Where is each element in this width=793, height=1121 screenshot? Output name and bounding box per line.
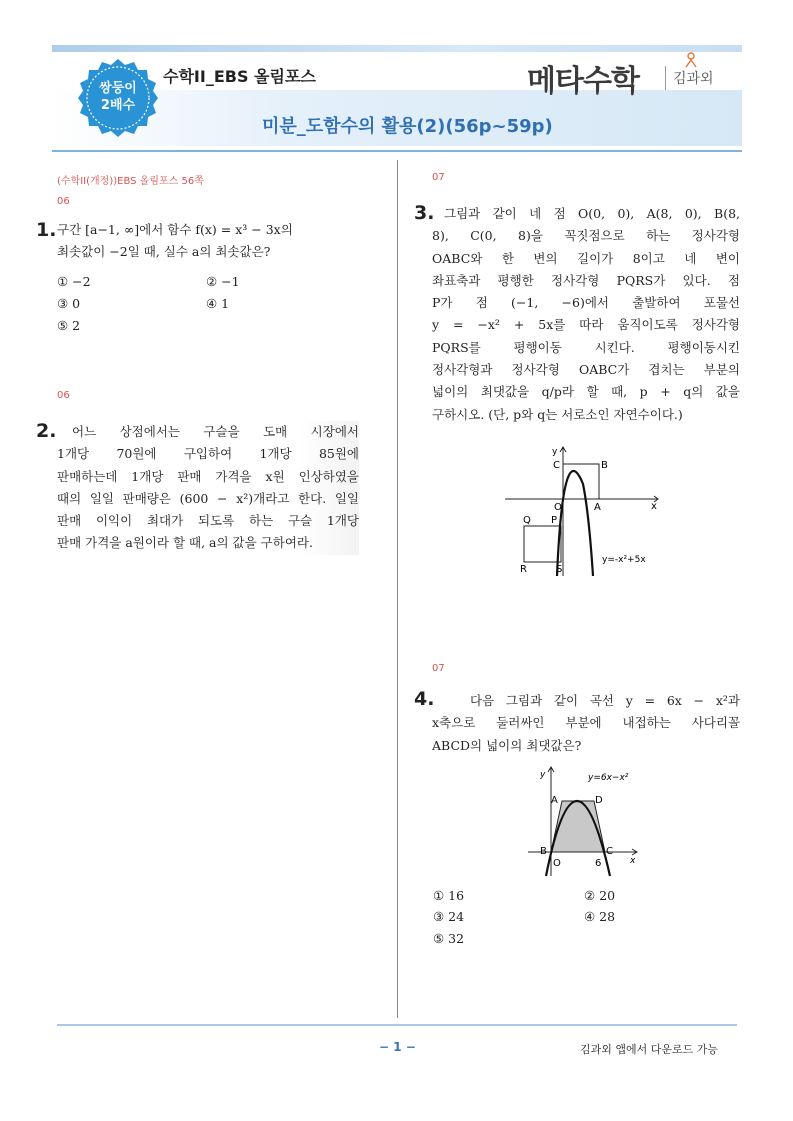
q4-tag: 07 (432, 663, 445, 674)
q2-number: 2. (36, 420, 57, 442)
q3-tag: 07 (432, 172, 445, 183)
q3-point-o: O (554, 502, 562, 513)
q3-curve-label: y=-x²+5x (602, 555, 646, 565)
q1-choice: ④ 1 (206, 296, 230, 311)
q3-line: 8), C(0, 8)을 꼭짓점으로 하는 정사각형 (432, 228, 740, 244)
brand-separator (665, 66, 666, 90)
q3-axis-x: x (651, 501, 657, 512)
q2-line: 판매 가격을 a원이라 할 때, a의 값을 구하여라. (57, 535, 313, 551)
q1-choice: ⑤ 2 (57, 318, 81, 333)
q3-figure (505, 444, 670, 576)
q1-tag: 06 (57, 196, 70, 207)
q3-point-q: Q (523, 515, 531, 526)
q3-line: P가 점 (−1, −6)에서 출발하여 포물선 (432, 295, 740, 311)
q1-number: 1. (36, 219, 57, 241)
q4-choice: ④ 28 (584, 909, 616, 924)
q3-stem (432, 203, 740, 426)
header-top-bar (52, 45, 742, 52)
header-rule (52, 150, 742, 152)
q3-point-r: R (520, 564, 527, 575)
q3-line: 좌표축과 평행한 정사각형 PQRS가 있다. 점 (432, 272, 740, 288)
q4-axis-x: x (630, 856, 636, 866)
q4-axis-y: y (540, 770, 546, 780)
course-title: 수학II_EBS 올림포스 (163, 67, 316, 86)
q4-point-c: C (606, 846, 613, 857)
q4-number: 4. (414, 688, 435, 710)
q1-choice: ① −2 (57, 274, 91, 289)
q3-point-b: B (601, 460, 608, 471)
q1-line: 최솟값이 −2일 때, 실수 a의 최솟값은? (57, 244, 271, 260)
footer-note: 김과외 앱에서 다운로드 가능 (580, 1043, 719, 1056)
q2-stem (57, 421, 359, 555)
q3-line: OABC와 한 변의 길이가 8이고 네 변이 (432, 250, 740, 266)
page-number: − 1 − (379, 1040, 416, 1054)
q4-line: 다음 그림과 같이 곡선 y = 6x − x²과 (470, 693, 740, 708)
q3-point-s: S (556, 564, 563, 575)
brand-logo: 메타수학 (527, 64, 639, 99)
q4-point-a: A (551, 795, 558, 806)
partner-logo: 김과외 (673, 71, 714, 87)
q2-line: 판매 이익이 최대가 되도록 하는 구슬 1개당 (57, 513, 359, 529)
footer-rule (57, 1024, 737, 1026)
q2-tag: 06 (57, 390, 70, 401)
q2-line: 때의 일일 판매량은 (600 − x²)개라고 한다. 일일 (57, 490, 359, 506)
q3-line: 그림과 같이 네 점 O(0, 0), A(8, 0), B(8, (444, 206, 740, 221)
badge-label (78, 80, 158, 114)
q3-axis-y: y (552, 447, 558, 457)
q3-line: 정사각형과 정사각형 OABC가 겹치는 부분의 (432, 362, 740, 378)
q1-stem (57, 219, 359, 264)
q1-line: 구간 [a−1, ∞]에서 함수 f(x) = x³ − 3x의 (57, 222, 293, 237)
q4-curve-label: y=6x−x² (588, 773, 629, 783)
q4-point-d: D (595, 795, 603, 806)
unit-title: 미분_도함수의 활용(2)(56p~59p) (262, 116, 553, 137)
q3-line: 넓이의 최댓값을 q/p라 할 때, p + q의 값을 (432, 384, 740, 400)
q4-point-o: O (553, 858, 561, 869)
q3-line: PQRS를 평행이동 시킨다. 평행이동시킨 (432, 339, 740, 355)
q4-point-b: B (540, 846, 547, 857)
q4-choice: ② 20 (584, 888, 616, 903)
q2-line: 1개당 70원에 구입하여 1개당 85원에 (57, 446, 359, 462)
q3-point-c: C (553, 460, 560, 471)
q2-line: 어느 상점에서는 구슬을 도매 시장에서 (72, 424, 359, 439)
q3-number: 3. (414, 202, 435, 224)
q4-stem (432, 690, 740, 757)
q4-choice: ⑤ 32 (433, 931, 465, 946)
q3-line: y = −x² + 5x를 따라 움직이도록 정사각형 (432, 317, 740, 333)
q1-choice: ③ 0 (57, 296, 81, 311)
q4-figure (528, 766, 648, 878)
q4-line: ABCD의 넓이의 최댓값은? (432, 737, 582, 753)
q3-point-a: A (594, 502, 601, 513)
q4-choice: ③ 24 (433, 909, 465, 924)
q4-point-6: 6 (595, 858, 602, 869)
q2-line: 판매하는데 1개당 판매 가격을 x원 인상하였을 (57, 468, 359, 484)
source-note: (수학II(개정))EBS 올림포스 56쪽 (57, 176, 204, 187)
badge-line-2: 2배수 (100, 98, 136, 113)
column-divider (397, 160, 398, 1018)
q3-line: 구하시오. (단, p와 q는 서로소인 자연수이다.) (432, 406, 683, 422)
badge-line-1: 쌍둥이 (99, 81, 137, 96)
q4-line: x축으로 둘러싸인 부분에 내접하는 사다리꼴 (432, 715, 740, 731)
person-icon (684, 52, 698, 68)
q3-point-p: P (551, 515, 558, 526)
q4-choice: ① 16 (433, 888, 465, 903)
q1-choice: ② −1 (206, 274, 240, 289)
